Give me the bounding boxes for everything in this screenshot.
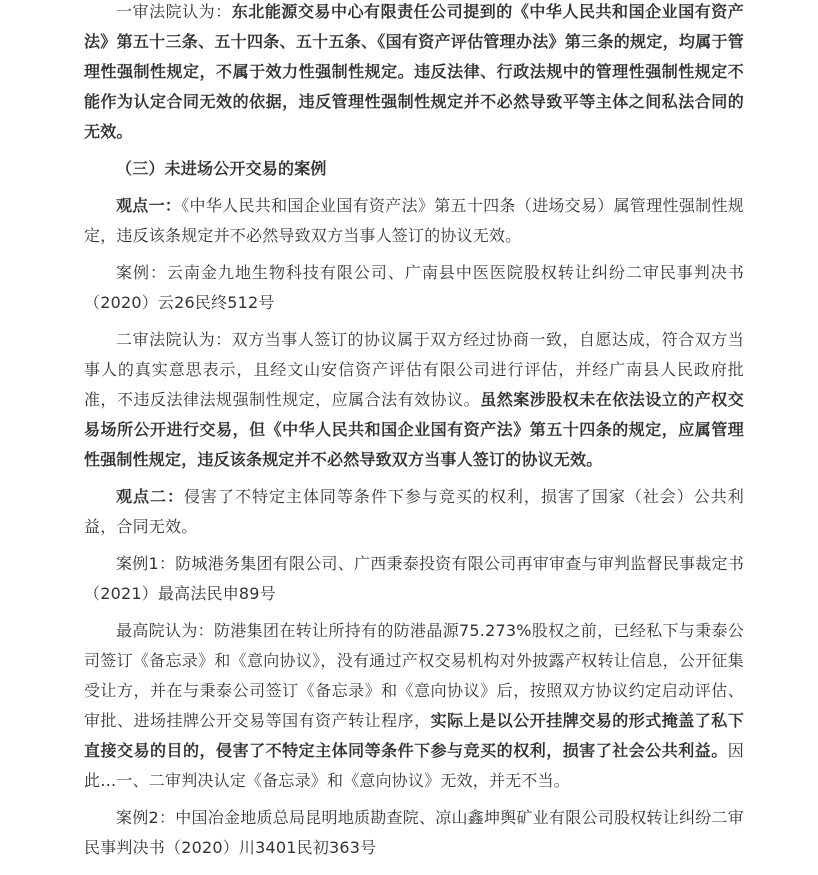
paragraph-supreme-court-opinion xyxy=(84,616,744,796)
viewpoint-two-text: 侵害了不特定主体同等条件下参与竞买的权利，损害了国家（社会）公共利益，合同无效。 xyxy=(84,487,744,536)
second-instance-text: 二审法院认为：双方当事人签订的协议属于双方经过协商一致，自愿达成，符合双方当事人的真实意思表示，且经文山安信资产评估有限公司进行评估，并经广南县人民政府批准，不违反法律法规强制性规定，应属合法有效协议。 xyxy=(84,330,744,409)
paragraph-viewpoint-two xyxy=(84,482,744,542)
viewpoint-one-text: 《中华人民共和国企业国有资产法》第五十四条（进场交易）属管理性强制性规定，违反该条规定并不必然导致双方当事人签订的协议无效。 xyxy=(84,196,744,245)
paragraph-case-1 xyxy=(84,549,744,609)
section-heading-text: （三）未进场公开交易的案例 xyxy=(116,159,327,178)
section-heading-unlisted-trading xyxy=(84,154,744,184)
viewpoint-one-label: 观点一： xyxy=(116,196,182,215)
paragraph-second-instance-opinion xyxy=(84,325,744,475)
viewpoint-two-label: 观点二： xyxy=(116,487,184,506)
case-2-text: 案例2：中国冶金地质总局昆明地质勘查院、凉山鑫坤舆矿业有限公司股权转让纠纷二审民事判决书（2020）川3401民初363号 xyxy=(84,808,744,857)
paragraph-case-yunnan xyxy=(84,258,744,318)
case-1-text: 案例1：防城港务集团有限公司、广西秉泰投资有限公司再审审查与审判监督民事裁定书（2021）最高法民申89号 xyxy=(84,554,744,603)
supreme-court-text: 最高院认为：防港集团在转让所持有的防港晶源75.273%股权之前，已经私下与秉泰公司签订《备忘录》和《意向协议》，没有通过产权交易机构对外披露产权转让信息，公开征集受让方，并在与秉泰公司签订《备忘录》和《意向协议》后，按照双方协议约定启动评估、审批、进场挂牌公开交易等国有资产转让程序， xyxy=(84,621,744,730)
paragraph-viewpoint-one xyxy=(84,191,744,251)
second-instance-bold-text: 虽然案涉股权未在依法设立的产权交易场所公开进行交易，但《中华人民共和国企业国有资产法》第五十四条的规定，应属管理性强制性规定，违反该条规定并不必然导致双方当事人签订的协议无效。 xyxy=(84,390,744,469)
paragraph-case-2 xyxy=(84,803,744,863)
supreme-court-bold-text: 实际上是以公开挂牌交易的形式掩盖了私下直接交易的目的，侵害了不特定主体同等条件下参与竞买的权利，损害了社会公共利益。 xyxy=(84,711,744,760)
first-instance-lead: 一审法院认为： xyxy=(116,2,232,21)
case-yunnan-text: 案例：云南金九地生物科技有限公司、广南县中医医院股权转让纠纷二审民事判决书（2020）云26民终512号 xyxy=(84,263,744,312)
paragraph-first-instance-opinion xyxy=(84,0,744,147)
supreme-court-conclusion: 因此…一、二审判决认定《备忘录》和《意向协议》无效，并无不当。 xyxy=(84,741,744,790)
first-instance-bold-text: 东北能源交易中心有限责任公司提到的《中华人民共和国企业国有资产法》第五十三条、五十四条、五十五条、《国有资产评估管理办法》第三条的规定，均属于管理性强制性规定，不属于效力性强制性规定。违反法律、行政法规中的管理性强制性规定不能作为认定合同无效的依据，违反管理性强制性规定并不必然导致平等主体之间私法合同的无效。 xyxy=(84,2,744,141)
